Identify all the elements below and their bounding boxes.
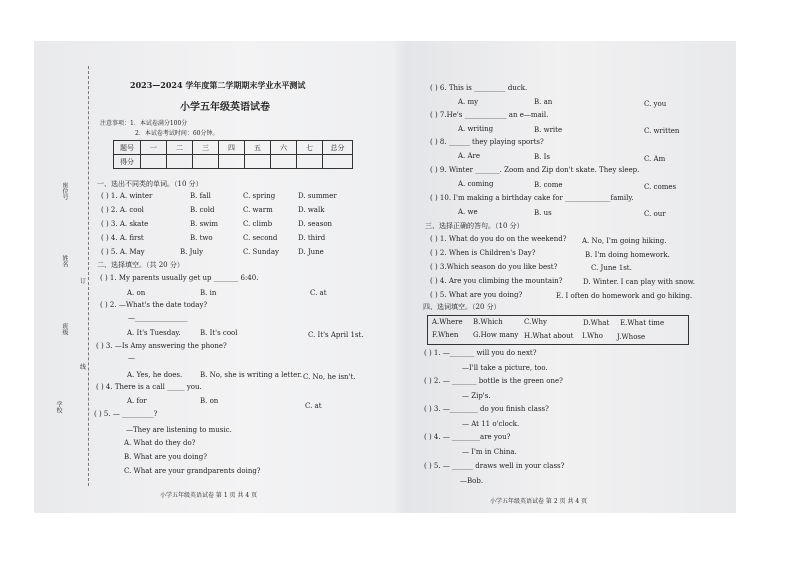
q10-a: A. we (458, 208, 478, 216)
s3-q1: ( ) 1. What do you do on the weekend? (430, 235, 567, 243)
note-2: 2．本试卷考试时间：60分钟。 (135, 130, 219, 137)
score-cell (219, 155, 245, 169)
q8-a: A. Are (458, 152, 481, 160)
q10-b: B. us (534, 209, 552, 217)
word-c: C.Why (524, 318, 547, 326)
s1-q2-a: ( ) 2. A. cool (101, 206, 144, 214)
s1-q5-b: B. July (180, 248, 204, 256)
s3-q5: ( ) 5. What are you doing? (430, 291, 523, 299)
s1-q1-d: D. summer (298, 192, 337, 200)
seal-line (88, 66, 89, 486)
s4-q3: ( ) 3. —________ do you finish class? (424, 405, 549, 413)
word-i: I.Who (582, 332, 603, 340)
s2-q2-c: C. It's April 1st. (308, 331, 364, 339)
s2-q2-a: A. It's Tuesday. (127, 329, 181, 337)
s3-ans-c: C. June 1st. (591, 264, 632, 272)
score-table (113, 140, 353, 169)
s2-q4-b: B. on (200, 397, 219, 405)
s4-q1: ( ) 1. —_______ will you do next? (424, 349, 537, 357)
s2-q5-stem: ( ) 5. — _________? (94, 410, 158, 418)
s3-q2: ( ) 2. When is Children's Day? (430, 249, 536, 257)
word-d: D.What (583, 319, 610, 327)
score-header-cell: 五 (245, 141, 271, 155)
s1-q3-a: ( ) 3. A. skate (101, 220, 149, 228)
s4-a2: — Zip's. (462, 392, 491, 400)
score-value-row (114, 155, 353, 169)
score-header-cell: 六 (271, 141, 297, 155)
s1-q4-d: D. third (298, 234, 326, 242)
score-header-cell: 七 (297, 141, 323, 155)
school-label: 学校 (55, 401, 62, 413)
s3-ans-b: B. I'm doing homework. (585, 251, 670, 259)
score-cell (323, 155, 353, 169)
s1-q5-d: D. June (298, 248, 324, 256)
s2-q1-c: C. at (310, 289, 327, 297)
q9-a: A. coming (458, 180, 494, 188)
s3-ans-a: A. No, I'm going hiking. (582, 237, 667, 245)
score-cell (271, 155, 297, 169)
q10-stem: ( ) 10. I'm making a birthday cake for _____________family. (430, 194, 634, 202)
word-h: H.What about (524, 332, 574, 340)
s4-q4: ( ) 4. — ________are you? (424, 433, 511, 441)
q6-c: C. you (644, 100, 667, 108)
s2-q5-reply: —They are listening to music. (126, 426, 232, 434)
s4-a5: —Bob. (460, 477, 484, 485)
score-header-cell: 二 (167, 141, 193, 155)
q9-stem: ( ) 9. Winter _______. Zoom and Zip don't skate. They sleep. (430, 166, 640, 174)
s2-q3-a: A. Yes, he does. (127, 371, 183, 379)
s1-q3-d: D. season (298, 220, 333, 228)
s2-q5-b: B. What are you doing? (124, 453, 207, 461)
s1-q1-b: B. fall (190, 192, 211, 200)
q7-stem: ( ) 7.He's ____________ an e—mail. (430, 111, 549, 119)
q8-c: C. Am (644, 155, 666, 163)
word-e: E.What time (620, 319, 665, 327)
word-a: A.Where (432, 318, 463, 326)
section1-heading: 一、选出不同类的单词。（10 分） (97, 180, 203, 188)
s1-q5-a: ( ) 5. A. May (101, 248, 145, 256)
s3-ans-d: D. Winter. I can play with snow. (583, 278, 695, 286)
score-header-cell: 一 (141, 141, 167, 155)
s4-a4: — I'm in China. (462, 448, 517, 456)
q10-c: C. our (644, 210, 666, 218)
q9-b: B. come (534, 181, 563, 189)
s2-q5-c: C. What are your grandparents doing? (124, 467, 261, 475)
seal-char-xian: 线 (80, 364, 87, 371)
s2-q2-b: B. It's cool (200, 329, 238, 337)
s2-q4-a: A. for (127, 397, 147, 405)
q6-a: A. my (458, 98, 479, 106)
q6-b: B. an (534, 98, 553, 106)
score-cell (193, 155, 219, 169)
name-label: 姓名 (61, 255, 68, 267)
score-cell (141, 155, 167, 169)
q9-c: C. comes (644, 183, 677, 191)
s2-q3-stem: ( ) 3. —Is Amy answering the phone? (96, 342, 227, 350)
s4-a3: — At 11 o'clock. (462, 420, 520, 428)
exam-subtitle: 小学五年级英语试卷 (180, 102, 270, 113)
seat-label: 座位号 (61, 182, 68, 200)
score-row-label: 得分 (114, 155, 141, 169)
score-cell (245, 155, 271, 169)
score-header-cell: 题号 (114, 141, 141, 155)
q6-stem: ( ) 6. This is _________ duck. (430, 84, 528, 92)
s2-q4-c: C. at (305, 402, 322, 410)
s2-q5-a: A. What do they do? (124, 439, 196, 447)
seal-char-ding: 订 (80, 278, 87, 285)
right-footer: 小学五年级英语试卷 第 2 页 共 4 页 (490, 498, 588, 505)
s1-q1-a: ( ) 1. A. winter (101, 192, 153, 200)
s1-q4-b: B. two (190, 234, 213, 242)
s2-q1-b: B. in (200, 289, 217, 297)
s1-q4-a: ( ) 4. A. first (101, 234, 144, 242)
s2-q3-b: B. No, she is writing a letter. (200, 371, 303, 379)
section3-heading: 三、选择正确的答句。（10 分） (425, 222, 524, 230)
score-header-row (114, 141, 353, 155)
s2-q2-stem: ( ) 2. —What's the date today? (100, 301, 208, 309)
s1-q2-b: B. cold (190, 206, 215, 214)
class-label: 班级 (61, 323, 68, 335)
s2-q3-c: C. No, he isn't. (303, 373, 356, 381)
exam-title: 2023—2024 学年度第二学期期末学业水平测试 (130, 80, 306, 90)
section2-heading: 二、选择填空。（共 20 分） (97, 261, 184, 269)
s2-q4-stem: ( ) 4. There is a call _____ you. (96, 383, 202, 391)
score-cell (297, 155, 323, 169)
s1-q2-c: C. warm (243, 206, 273, 214)
q7-a: A. writing (458, 125, 494, 133)
s2-q3-line: — (128, 354, 135, 362)
s1-q4-c: C. second (243, 234, 278, 242)
s1-q5-c: C. Sunday (243, 248, 279, 256)
score-header-cell: 总分 (323, 141, 353, 155)
s1-q3-c: C. climb (243, 220, 273, 228)
s2-q1-stem: ( ) 1. My parents usually get up _______ 6:40. (100, 274, 259, 282)
s3-q4: ( ) 4. Are you climbing the mountain? (430, 277, 563, 285)
section4-heading: 四、选词填空。（20 分） (423, 303, 501, 311)
q8-stem: ( ) 8. ______ they playing sports? (430, 138, 544, 146)
q7-b: B. write (534, 126, 563, 134)
q7-c: C. written (644, 127, 680, 135)
s2-q2-line: —_______________ (128, 314, 188, 322)
word-j: J.Whose (617, 333, 646, 341)
s4-q2: ( ) 2. — _______ bottle is the green one? (424, 377, 563, 385)
s1-q2-d: D. walk (298, 206, 325, 214)
s3-ans-e: E. I often do homework and go hiking. (556, 292, 693, 300)
s2-q1-a: A. on (127, 289, 146, 297)
s3-q3: ( ) 3.Which season do you like best? (430, 263, 558, 271)
s4-a1: —I'll take a picture, too. (462, 364, 548, 372)
score-header-cell: 三 (193, 141, 219, 155)
note-1: 注意事项：1．本试卷满分100分 (100, 120, 188, 127)
q8-b: B. Is (534, 153, 550, 161)
score-cell (167, 155, 193, 169)
word-f: F.When (432, 331, 459, 339)
s1-q1-c: C. spring (243, 192, 276, 200)
s1-q3-b: B. swim (190, 220, 219, 228)
word-b: B.Which (473, 318, 503, 326)
left-footer: 小学五年级英语试卷 第 1 页 共 4 页 (160, 492, 258, 499)
word-g: G.How many (473, 331, 519, 339)
score-header-cell: 四 (219, 141, 245, 155)
s4-q5: ( ) 5. — ______ draws well in your class? (424, 462, 565, 470)
